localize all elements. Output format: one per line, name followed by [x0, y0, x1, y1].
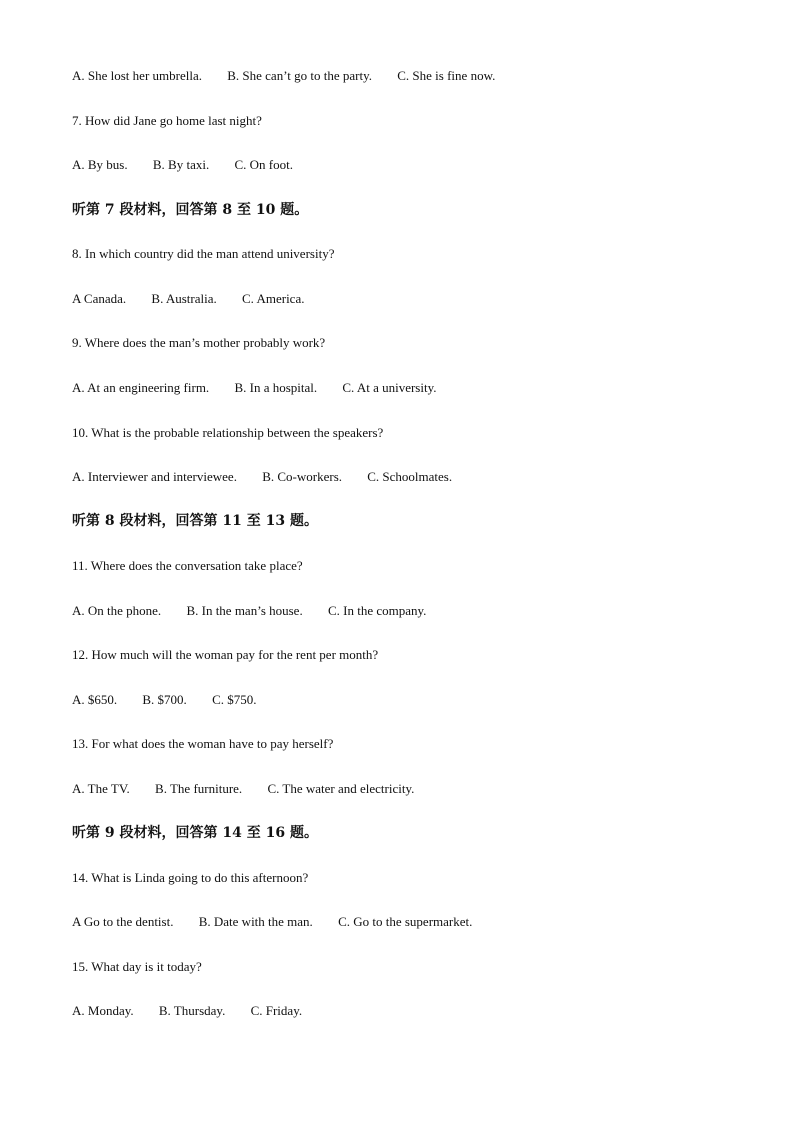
q12-question: 12. How much will the woman pay for the rent per month?	[72, 647, 379, 662]
q14-options	[72, 914, 472, 930]
q7-option-c: C. On foot.	[234, 157, 293, 172]
q11-options	[72, 603, 426, 619]
q7-options	[72, 157, 293, 173]
q12-option-a: A. $650.	[72, 692, 118, 707]
q15-options	[72, 1003, 302, 1019]
q11-option-b: B. In the man’s house.	[186, 603, 303, 618]
q8-question: 8. In which country did the man attend university?	[72, 246, 335, 261]
q13-option-b: B. The furniture.	[155, 781, 243, 796]
q7-question: 7. How did Jane go home last night?	[72, 113, 262, 128]
q13-option-c: C. The water and electricity.	[267, 781, 415, 796]
q12-options	[72, 692, 256, 708]
q10-option-a: A. Interviewer and interviewee.	[72, 469, 237, 484]
q9-options	[72, 380, 437, 396]
q11-option-a: A. On the phone.	[72, 603, 162, 618]
q14-option-a: A Go to the dentist.	[72, 914, 174, 929]
q9-option-c: C. At a university.	[342, 380, 437, 395]
q15-option-a: A. Monday.	[72, 1003, 134, 1018]
q12-option-b: B. $700.	[142, 692, 187, 707]
q13-question: 13. For what does the woman have to pay herself?	[72, 736, 334, 751]
q6-option-a: A. She lost her umbrella.	[72, 68, 202, 83]
q14-option-b: B. Date with the man.	[198, 914, 313, 929]
q9-question: 9. Where does the man’s mother probably work?	[72, 335, 326, 350]
q8-option-a: A Canada.	[72, 291, 127, 306]
q14-option-c: C. Go to the supermarket.	[338, 914, 473, 929]
section-7-heading: 听第 7 段材料，回答第 8 至 10 题。	[72, 202, 309, 218]
section-8-heading: 听第 8 段材料，回答第 11 至 13 题。	[72, 513, 318, 529]
q10-option-b: B. Co-workers.	[262, 469, 342, 484]
q13-options	[72, 781, 414, 797]
q10-options	[72, 469, 452, 485]
q10-option-c: C. Schoolmates.	[367, 469, 453, 484]
q7-option-b: B. By taxi.	[152, 157, 210, 172]
q11-option-c: C. In the company.	[327, 603, 427, 618]
q6-option-b: B. She can’t go to the party.	[227, 68, 373, 83]
section-9-heading: 听第 9 段材料，回答第 14 至 16 题。	[72, 825, 318, 841]
q6-options	[72, 68, 495, 84]
q8-option-c: C. America.	[242, 291, 305, 306]
q10-question: 10. What is the probable relationship between the speakers?	[72, 425, 384, 440]
q9-option-b: B. In a hospital.	[234, 380, 318, 395]
q13-option-a: A. The TV.	[72, 781, 130, 796]
q8-option-b: B. Australia.	[151, 291, 217, 306]
q12-option-c: C. $750.	[212, 692, 257, 707]
q8-options	[72, 291, 304, 307]
q15-option-c: C. Friday.	[250, 1003, 303, 1018]
q15-option-b: B. Thursday.	[158, 1003, 226, 1018]
q15-question: 15. What day is it today?	[72, 959, 202, 974]
q9-option-a: A. At an engineering firm.	[72, 380, 210, 395]
q7-option-a: A. By bus.	[72, 157, 128, 172]
q6-option-c: C. She is fine now.	[397, 68, 496, 83]
q14-question: 14. What is Linda going to do this afternoon?	[72, 870, 309, 885]
q11-question: 11. Where does the conversation take place?	[72, 558, 303, 573]
